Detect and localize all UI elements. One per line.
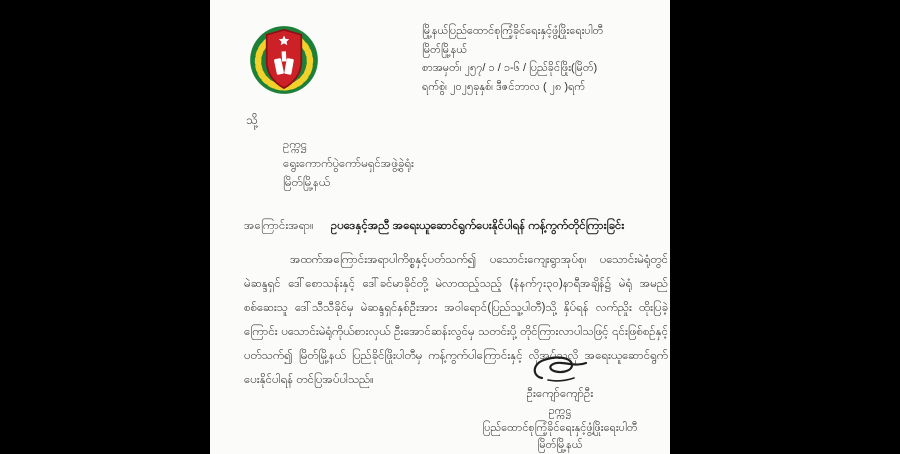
- subject-text: ဥပဒေနှင့်အညီ အရေးယူဆောင်ရွက်ပေးနိုင်ပါရန် ကန့်ကွက်တိုင်ကြားခြင်း: [330, 220, 625, 232]
- subject-label: အကြောင်းအရာ။: [244, 220, 314, 232]
- signatory-org: ပြည်ထောင်စုကြံ့ခိုင်ရေးနှင့်ဖွံ့ဖြိုးရေးပါတီ: [482, 422, 638, 434]
- letterhead-block: [422, 22, 668, 96]
- recipient-title: ဥက္ကဋ္ဌ: [283, 139, 307, 151]
- usdp-party-logo: [248, 24, 320, 96]
- subject-row: [244, 218, 664, 235]
- to-label: သို့: [246, 113, 258, 127]
- usdp-party-logo-icon: [248, 24, 320, 96]
- letterhead-org-line1: မြို့နယ်ပြည်ထောင်စုကြံ့ခိုင်ရေးနှင့်ဖွံ့ဖြိုးရေးပါတီ: [422, 25, 604, 37]
- recipient-block: [283, 136, 414, 193]
- signatory-location: မြိတ်မြို့နယ်: [537, 439, 583, 451]
- letter-date: ရက်စွဲ၊ ၂၀၂၅ခုနှစ်၊ ဒီဇင်ဘာလ ( ၂၈ )ရက်: [422, 80, 586, 93]
- signatory-name: ဦးကျော်ကျော်ဦး: [526, 388, 594, 400]
- letter-body-paragraph: အထက်အကြောင်းအရာပါကိစ္စနှင့်ပတ်သက်၍ ပသောင်းကျေးရွာအုပ်စု၊ ပသောင်းမဲရုံတွင် မဲဆန္ဒရှင် ဒေါ်စောသန်းနှင့် ဒေါ်ခင်မာခိုင်တို့ မဲလာထည့်သည့် (နံနက်၇း၃၀)နာရီအချိန်၌ မဲရုံ အမည်စစ်ဆေးသူ ဒေါ်သီသီခိုင်မှ မဲဆန္ဒရှင်နှစ်ဦးအား အဝါရောင်(ပြည်သူ့ပါတီ)သို့ နှိပ်ရန် လက်ညှိုး ထိုးပြခဲ့ကြောင်း ပသောင်းမဲရုံကိုယ်စားလှယ် ဦးအောင်ဆန်းလွင်မှ သတင်းပို့ တိုင်ကြားလာပါသဖြင့် ၎င်းဖြစ်စဉ်နှင့်ပတ်သက်၍ မြိတ်မြို့နယ် ပြည်ခိုင်ဖြိုးပါတီမှ ကန့်ကွက်ပါကြောင်းနှင့် လိုအပ်သလို အရေးယူဆောင်ရွက်ပေးနိုင်ပါရန် တင်ပြအပ်ပါသည်။: [244, 254, 668, 386]
- letterhead-org-line2: မြိတ်မြို့နယ်: [422, 43, 468, 56]
- signatory-title: ဥက္ကဋ္ဌ: [548, 405, 572, 417]
- recipient-township: မြိတ်မြို့နယ်: [283, 177, 331, 189]
- letter-ref-number: စာအမှတ်၊ ၂၅၇/ ၁ / ၁-၆ / ပြည်ခိုင်ဖြိုး(မြိတ်): [422, 62, 598, 74]
- signature-block: [460, 354, 660, 454]
- handwritten-signature-icon: [528, 354, 592, 384]
- letter-paper: [210, 0, 670, 454]
- recipient-office: ရွေးကောက်ပွဲကော်မရှင်အဖွဲ့ခွဲရုံး: [283, 158, 414, 170]
